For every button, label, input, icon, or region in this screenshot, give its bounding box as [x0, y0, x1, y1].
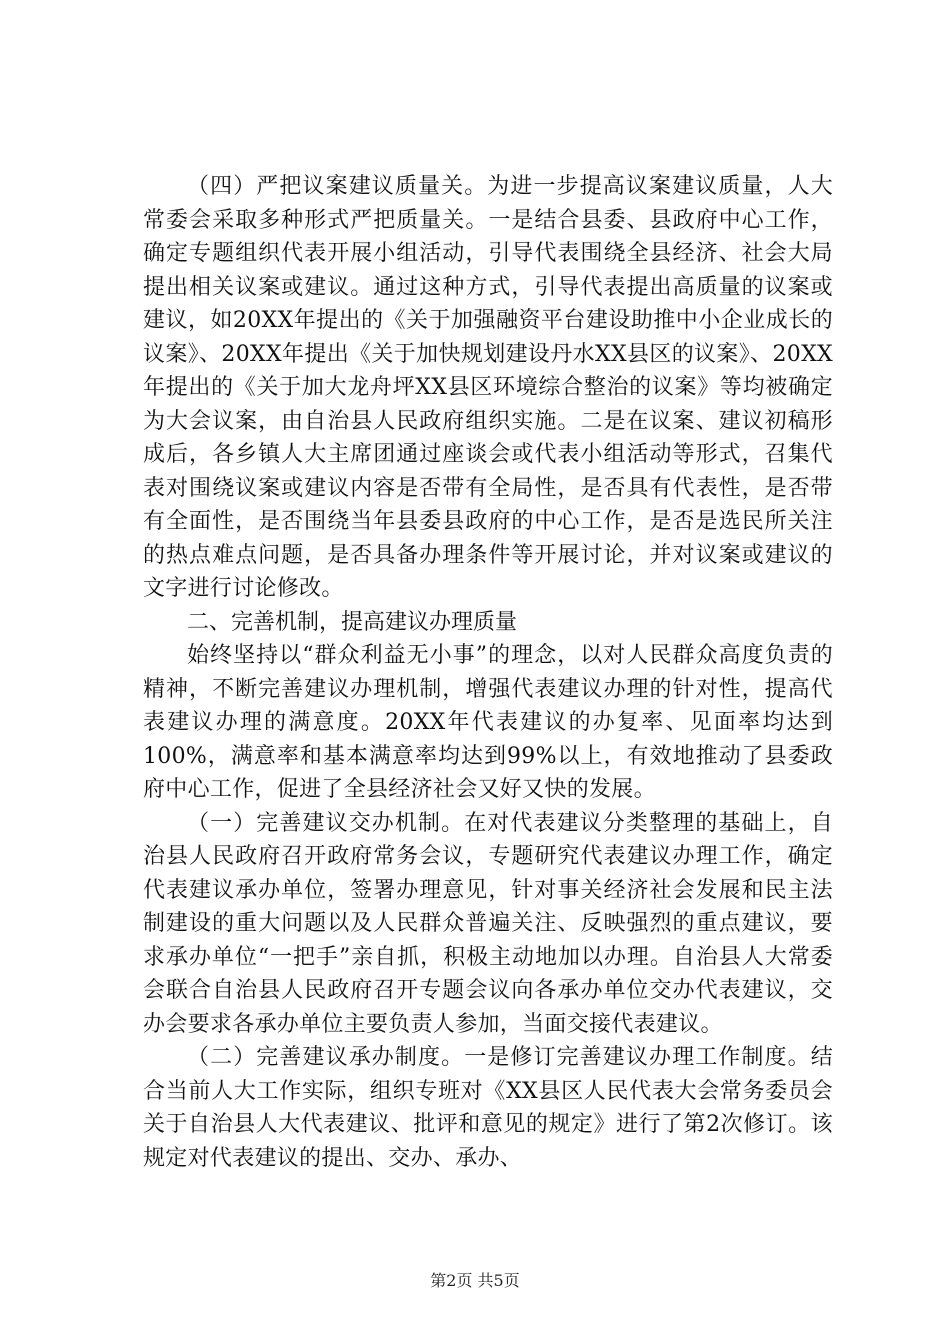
paragraph-handling-system: （二）完善建议承办制度。一是修订完善建议办理工作制度。结合当前人大工作实际，组织专班对《XX县区人民代表大会常务委员会关于自治县人大代表建议、批评和意见的规定》进行了第2次修订。该规定对代表建议的提出、交办、承办、	[143, 1045, 833, 1171]
page-number-footer: 第2页 共5页	[430, 1271, 520, 1290]
paragraph-quality-control: （四）严把议案建议质量关。为进一步提高议案建议质量，人大常委会采取多种形式严把质量关。一是结合县委、县政府中心工作，确定专题组织代表开展小组活动，引导代表围绕全县经济、社会大局提出相关议案或建议。通过这种方式，引导代表提出高质量的议案或建议，如20XX年提出的《关于加强融资平台建设助推中小企业成长的议案》、20XX年提出《关于加快规划建设丹水XX县区的议案》、20XX年提出的《关于加大龙舟坪XX县区环境综合整治的议案》等均被确定为大会议案，由自治县人民政府组织实施。二是在议案、建议初稿形成后，各乡镇人大主席团通过座谈会或代表小组活动等形式，召集代表对围绕议案或建议内容是否带有全局性，是否具有代表性，是否带有全面性，是否围绕当年县委县政府的中心工作，是否是选民所关注的热点难点问题，是否具备办理条件等开展讨论，并对议案或建议的文字进行讨论修改。	[143, 174, 833, 601]
paragraph-principle: 始终坚持以“群众利益无小事”的理念，以对人民群众高度负责的精神，不断完善建议办理机制，增强代表建议办理的针对性，提高代表建议办理的满意度。20XX年代表建议的办复率、见面率均达到100%，满意率和基本满意率均达到99%以上，有效地推动了县委政府中心工作，促进了全县经济社会又好又快的发展。	[143, 643, 833, 802]
section-heading: 二、完善机制，提高建议办理质量	[187, 609, 518, 635]
paragraph-assignment-mechanism: （一）完善建议交办机制。在对代表建议分类整理的基础上，自治县人民政府召开政府常务会议，专题研究代表建议办理工作，确定代表建议承办单位，签署办理意见，针对事关经济社会发展和民主法制建设的重大问题以及人民群众普遍关注、反映强烈的重点建议，要求承办单位“一把手”亲自抓，积极主动地加以办理。自治县人大常委会联合自治县人民政府召开专题会议向各承办单位交办代表建议，交办会要求各承办单位主要负责人参加，当面交接代表建议。	[143, 810, 833, 1037]
document-body	[143, 170, 833, 1175]
